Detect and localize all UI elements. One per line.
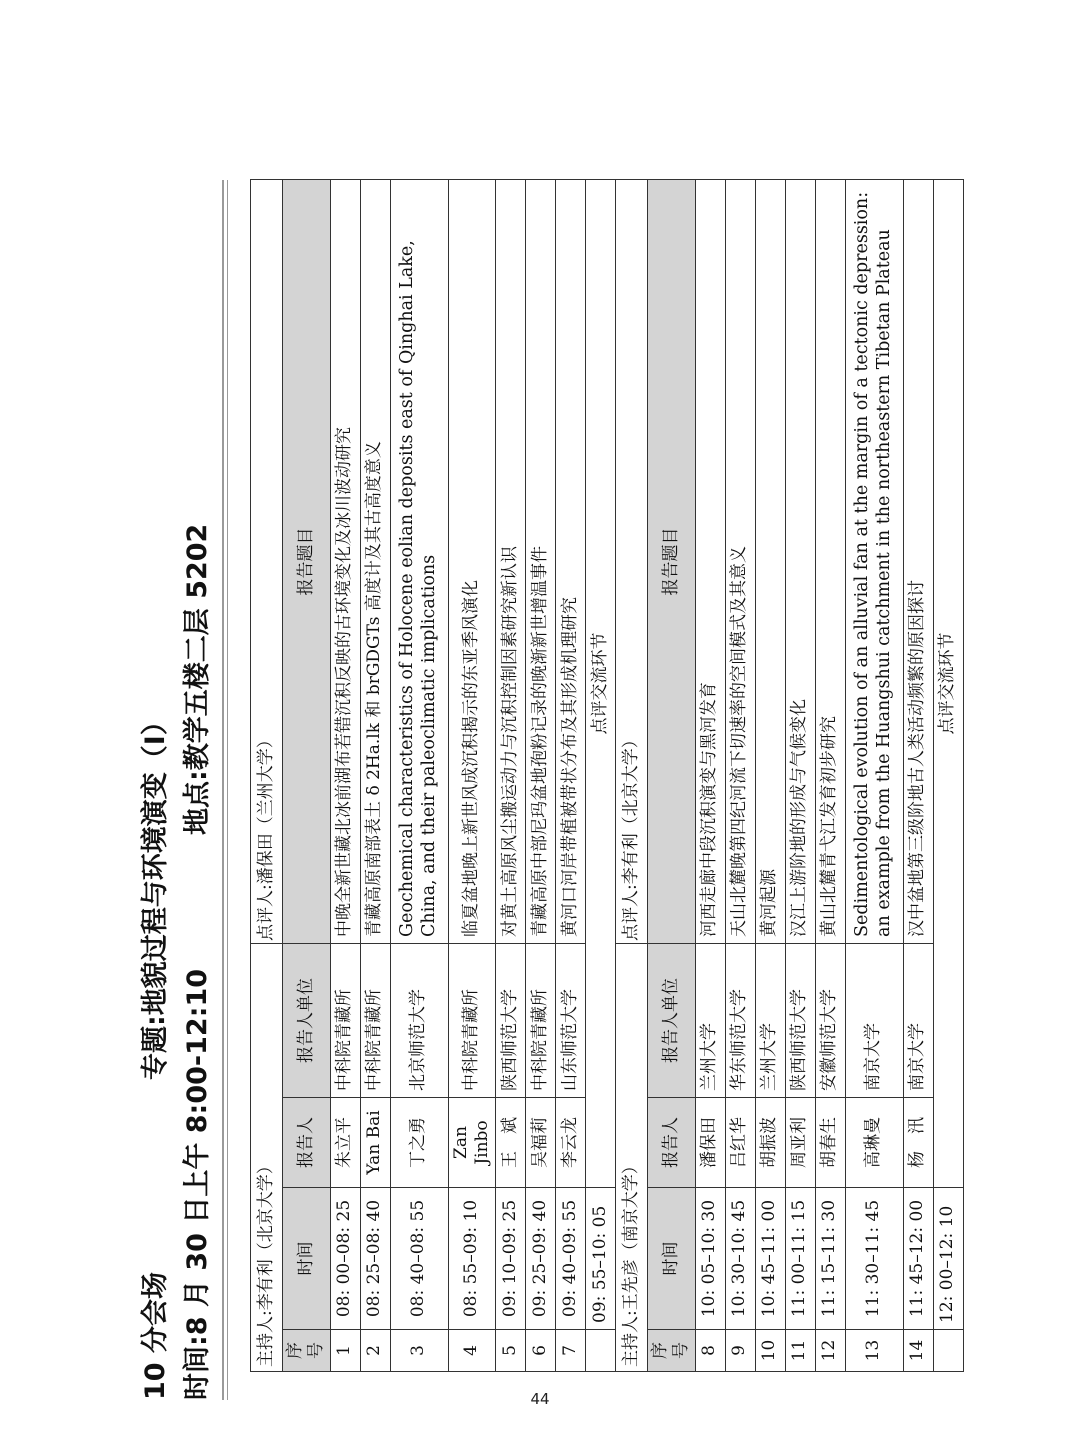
row-number: 7 [556, 1330, 586, 1372]
column-header-speaker: 报告人 [648, 1098, 696, 1188]
break-time: 12: 00–12: 10 [933, 1188, 963, 1330]
row-title: 黄河起源 [755, 179, 785, 943]
column-header-no: 序号 [648, 1330, 696, 1372]
row-number: 13 [845, 1330, 903, 1372]
row-organization: 南京大学 [845, 943, 903, 1097]
row-organization: 陕西师范大学 [785, 943, 815, 1097]
table-row [755, 179, 785, 1371]
column-header-row [283, 179, 331, 1371]
row-number: 9 [725, 1330, 755, 1372]
reviewer-label: 点评人:潘保田（兰州大学） [251, 179, 283, 943]
page-number: 44 [530, 1390, 550, 1408]
row-time: 09: 40–09: 55 [556, 1188, 586, 1330]
column-header-time: 时间 [283, 1188, 331, 1330]
session-time: 时间:8 月 30 日上午 8:00-12:10 [182, 968, 213, 1400]
row-organization: 兰州大学 [695, 943, 725, 1097]
session-info-row [251, 179, 283, 1371]
row-title: Sedimentological evolution of an alluvial fan at the margin of a tectonic depression: an example from the Huangshui catchment in the northeastern Tibetan Plateau [845, 179, 903, 943]
row-organization: 安徽师范大学 [815, 943, 845, 1097]
row-time: 08: 00–08: 25 [330, 1188, 360, 1330]
row-title: 临夏盆地晚上新世风成沉积揭示的东亚季风演化 [448, 179, 496, 943]
row-title: 中晚全新世藏北冰前湖布若错沉积反映的古环境变化及冰川波动研究 [330, 179, 360, 943]
row-number: 2 [360, 1330, 390, 1372]
session-title: 10 分会场 [140, 1272, 171, 1400]
row-title: 黄河口河岸带植被带状分布及其形成机理研究 [556, 179, 586, 943]
rotated-schedule-page [105, 160, 1000, 1440]
break-time: 09: 55–10: 05 [586, 1188, 616, 1330]
row-title: 对黄土高原风尘搬运动力与沉积控制因素研究新认识 [496, 179, 526, 943]
column-header-no: 序号 [283, 1330, 331, 1372]
column-header-org: 报告人单位 [648, 943, 696, 1097]
row-number: 14 [903, 1330, 933, 1372]
row-speaker: 胡振波 [755, 1098, 785, 1188]
table-row [390, 179, 448, 1371]
table-row [785, 179, 815, 1371]
session-info-row [616, 179, 648, 1371]
header-line-1 [133, 180, 173, 1400]
row-number: 6 [526, 1330, 556, 1372]
row-number: 3 [390, 1330, 448, 1372]
row-organization: 兰州大学 [755, 943, 785, 1097]
table-row [695, 179, 725, 1371]
row-title: 天山北麓晚第四纪河流下切速率的空间模式及其意义 [725, 179, 755, 943]
column-header-row [648, 179, 696, 1371]
row-speaker: 吴福莉 [526, 1098, 556, 1188]
row-speaker: 胡春生 [815, 1098, 845, 1188]
reviewer-label: 点评人:李有利（北京大学） [616, 179, 648, 943]
header-rule-thin [227, 180, 228, 1400]
row-speaker: 高琳曼 [845, 1098, 903, 1188]
column-header-title: 报告题目 [283, 179, 331, 943]
row-speaker: 李云龙 [556, 1098, 586, 1188]
row-number: 5 [496, 1330, 526, 1372]
row-organization: 中科院青藏所 [330, 943, 360, 1097]
row-speaker: Zan Jinbo [448, 1098, 496, 1188]
column-header-org: 报告人单位 [283, 943, 331, 1097]
table-row [903, 179, 933, 1371]
row-time: 09: 10–09: 25 [496, 1188, 526, 1330]
table-row [360, 179, 390, 1371]
schedule-table-body [251, 179, 964, 1371]
row-title: 汉江上游阶地的形成与气候变化 [785, 179, 815, 943]
table-row [556, 179, 586, 1371]
row-speaker: 王 斌 [496, 1098, 526, 1188]
table-row [330, 179, 360, 1371]
row-title: 黄山北麓青弋江发育初步研究 [815, 179, 845, 943]
row-time: 10: 05–10: 30 [695, 1188, 725, 1330]
row-time: 11: 00–11: 15 [785, 1188, 815, 1330]
row-organization: 山东师范大学 [556, 943, 586, 1097]
row-organization: 陕西师范大学 [496, 943, 526, 1097]
host-label: 主持人:王先彦（南京大学） [616, 943, 648, 1371]
row-organization: 南京大学 [903, 943, 933, 1097]
row-organization: 中科院青藏所 [448, 943, 496, 1097]
table-row [725, 179, 755, 1371]
row-time: 10: 45–11: 00 [755, 1188, 785, 1330]
row-speaker: 吕红华 [725, 1098, 755, 1188]
row-time: 11: 45–12: 00 [903, 1188, 933, 1330]
row-time: 10: 30–10: 45 [725, 1188, 755, 1330]
row-title: 汉中盆地第三级阶地古人类活动频繁的原因探讨 [903, 179, 933, 943]
discussion-row [933, 179, 963, 1371]
break-label: 点评交流环节 [933, 179, 963, 1187]
break-label: 点评交流环节 [586, 179, 616, 1187]
header-line-2 [175, 180, 215, 1400]
row-number: 1 [330, 1330, 360, 1372]
row-speaker: Yan Bai [360, 1098, 390, 1188]
row-number: 11 [785, 1330, 815, 1372]
header-rule [222, 180, 224, 1400]
table-row [815, 179, 845, 1371]
row-organization: 北京师范大学 [390, 943, 448, 1097]
row-organization: 中科院青藏所 [526, 943, 556, 1097]
topic-title: 专题:地貌过程与环境演变（I） [140, 708, 171, 1080]
row-number [586, 1330, 616, 1372]
row-speaker: 丁之勇 [390, 1098, 448, 1188]
row-title: Geochemical characteristics of Holocene eolian deposits east of Qinghai Lake, China, and their paleoclimatic implications [390, 179, 448, 943]
row-title: 青藏高原南部表土 δ 2Ha.lk 和 brGDGTs 高度计及其古高度意义 [360, 179, 390, 943]
row-title: 青藏高原中部尼玛盆地孢粉记录的晚渐新世增温事件 [526, 179, 556, 943]
row-organization: 中科院青藏所 [360, 943, 390, 1097]
row-time: 08: 25–08: 40 [360, 1188, 390, 1330]
row-organization: 华东师范大学 [725, 943, 755, 1097]
column-header-time: 时间 [648, 1188, 696, 1330]
row-speaker: 朱立平 [330, 1098, 360, 1188]
host-label: 主持人:李有利（北京大学） [251, 943, 283, 1371]
row-time: 08: 40–08: 55 [390, 1188, 448, 1330]
row-time: 11: 15–11: 30 [815, 1188, 845, 1330]
column-header-speaker: 报告人 [283, 1098, 331, 1188]
table-row [448, 179, 496, 1371]
discussion-row [586, 179, 616, 1371]
row-time: 11: 30–11: 45 [845, 1188, 903, 1330]
row-speaker: 周亚利 [785, 1098, 815, 1188]
row-number [933, 1330, 963, 1372]
row-number: 10 [755, 1330, 785, 1372]
row-number: 4 [448, 1330, 496, 1372]
row-speaker: 潘保田 [695, 1098, 725, 1188]
table-row [496, 179, 526, 1371]
table-row [526, 179, 556, 1371]
row-time: 09: 25–09: 40 [526, 1188, 556, 1330]
row-speaker: 杨 汛 [903, 1098, 933, 1188]
row-number: 12 [815, 1330, 845, 1372]
schedule-table [250, 179, 964, 1372]
column-header-title: 报告题目 [648, 179, 696, 943]
row-time: 08: 55–09: 10 [448, 1188, 496, 1330]
row-title: 河西走廊中段沉积演变与黑河发育 [695, 179, 725, 943]
row-number: 8 [695, 1330, 725, 1372]
table-row [845, 179, 903, 1371]
session-location: 地点:教学五楼二层 5202 [182, 523, 213, 835]
